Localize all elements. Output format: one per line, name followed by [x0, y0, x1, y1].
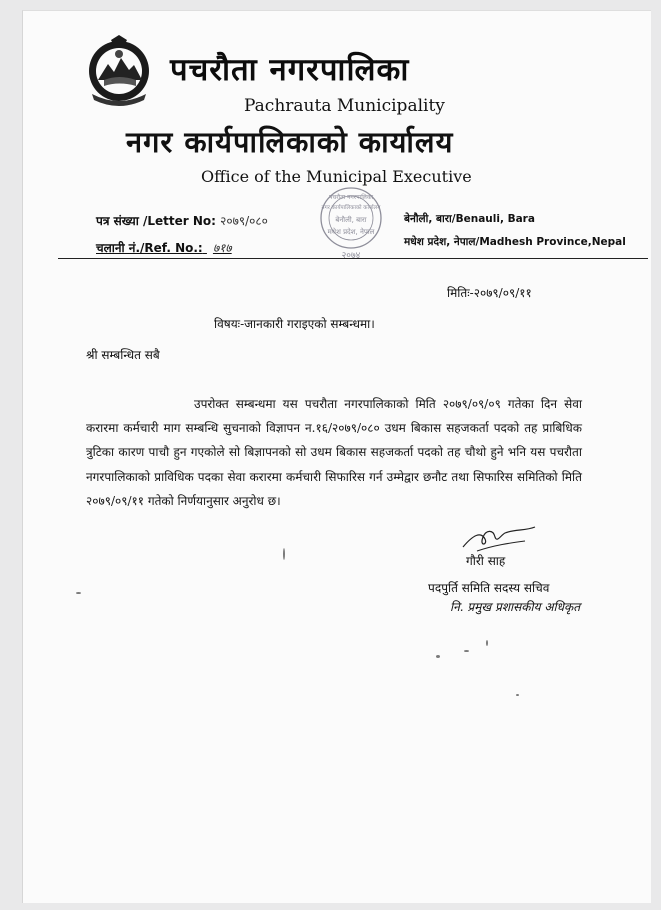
stamp-line-1: पचरौता नगरपालिका	[328, 194, 374, 201]
office-name-nepali: नगर कार्यपालिकाको कार्यालय	[126, 125, 454, 159]
address-line-2: मधेश प्रदेश, नेपाल/Madhesh Province,Nepal	[404, 236, 626, 248]
handwritten-signature	[455, 525, 537, 553]
stamp-year: २०७४	[341, 251, 361, 261]
stamp-line-4: मधेश प्रदेश, नेपाल	[327, 228, 375, 236]
scan-speck	[486, 640, 488, 646]
scan-speck	[76, 592, 81, 594]
signatory-name: गौरी साह	[466, 554, 506, 568]
reference-number-value: ७१७	[212, 241, 232, 255]
signatory-designation-1: पदपुर्ति समिति सदस्य सचिव	[428, 581, 550, 595]
nepal-emblem-logo	[84, 34, 154, 106]
letter-body: उपरोक्त सम्बन्धमा यस पचरौता नगरपालिकाको मिति २०७९/०९/०९ गतेका दिन सेवा करारमा कर्मचारी माग सम्बन्धि सुचनाको विज्ञापन न.१६/२०७९/०८० उधम बिकास सहजकर्ता पदको तह प्राबिधिक त्रुटिका कारण पाचौ हुन गएकोले सो बिज्ञापनको सो उधम बिकास सहजकर्ता पदको तह चौथो हुने भनि यस पचरौता नगरपालिकाको प्राविधिक पदका सेवा करारमा कर्मचारी सिफारिस गर्न उम्मेद्वार छनौट तथा सिफारिस समितिको मिति २०७९/०९/११ गतेको निर्णयानुसार अनुरोध छ।	[86, 397, 582, 508]
municipality-name-nepali: पचरौता नगरपालिका	[170, 52, 410, 88]
letter-date: मितिः-२०७९/०९/११	[447, 286, 532, 300]
stamp-line-3: बेनौली, बारा	[335, 216, 367, 224]
office-stamp	[300, 182, 402, 262]
scan-speck	[516, 694, 519, 696]
scan-speck	[436, 655, 440, 658]
letter-subject: विषयः-जानकारी गराइएको सम्बन्धमा।	[214, 317, 375, 331]
scan-speck	[283, 548, 285, 560]
signatory-designation-2: नि. प्रमुख प्रशासकीय अधिकृत	[450, 600, 581, 614]
letter-salutation: श्री सम्बन्धित सबै	[86, 348, 160, 362]
reference-number	[96, 239, 232, 256]
municipality-name-english: Pachrauta Municipality	[244, 96, 445, 116]
letter-number-label: पत्र संख्या /Letter No:	[96, 214, 216, 228]
letter-number	[96, 212, 268, 229]
office-name-english: Office of the Municipal Executive	[201, 167, 472, 186]
reference-number-label: चलानी नं./Ref. No.:	[96, 241, 203, 255]
stamp-line-2: नगर कार्यपालिकाको कार्यालय	[321, 205, 381, 211]
letter-number-value: २०७९/०८०	[220, 214, 268, 228]
scan-speck	[464, 650, 469, 652]
address-line-1: बेनौली, बारा/Benauli, Bara	[404, 213, 535, 225]
